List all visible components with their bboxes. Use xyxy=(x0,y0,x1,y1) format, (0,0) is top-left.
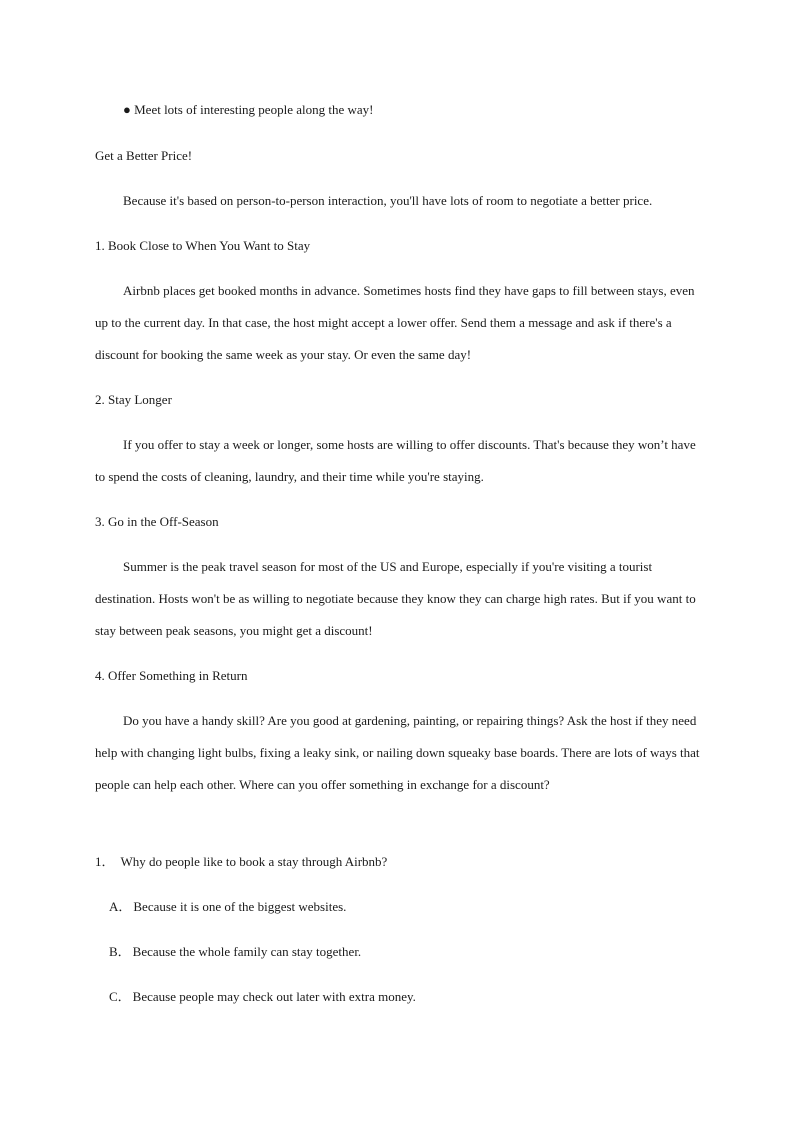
bullet-item xyxy=(123,102,373,118)
option-letter: C． xyxy=(109,989,131,1004)
option-text: Because it is one of the biggest websites. xyxy=(133,899,347,914)
option-text: Because the whole family can stay together. xyxy=(132,944,362,959)
tip-paragraph: If you offer to stay a week or longer, some hosts are willing to offer discounts. That's because they won’t have to spend the costs of cleaning, laundry, and their time while you're staying. xyxy=(95,437,696,484)
section-title: Get a Better Price! xyxy=(95,148,193,163)
tip-heading: 1. Book Close to When You Want to Stay xyxy=(95,238,311,253)
question-number: 1． xyxy=(95,854,115,869)
bullet-marker: ● xyxy=(123,102,131,117)
intro-paragraph: Because it's based on person-to-person interaction, you'll have lots of room to negotiate a better price. xyxy=(123,193,653,208)
tip-heading: 2. Stay Longer xyxy=(95,392,172,407)
question-text: Why do people like to book a stay through Airbnb? xyxy=(120,854,388,869)
bullet-text: Meet lots of interesting people along the way! xyxy=(134,102,374,117)
tip-paragraph: Do you have a handy skill? Are you good at gardening, painting, or repairing things? Ask the host if they need help with changing light bulbs, fixing a leaky sink, or nailing down squeaky base boards. There are lots of ways that people can help each other. Where can you offer something in exchange for a discount? xyxy=(95,713,700,792)
tip-paragraph: Summer is the peak travel season for most of the US and Europe, especially if you're visiting a tourist destination. Hosts won't be as willing to negotiate because they know they can charge high rates. But if you want to stay between peak seasons, you might get a discount! xyxy=(95,559,696,638)
answer-option-a xyxy=(109,899,346,915)
tip-heading: 4. Offer Something in Return xyxy=(95,668,248,683)
tip-heading: 3. Go in the Off-Season xyxy=(95,514,219,529)
answer-option-c xyxy=(109,989,416,1005)
option-letter: A． xyxy=(109,899,132,914)
tip-paragraph: Airbnb places get booked months in advance. Sometimes hosts find they have gaps to fill between stays, even up to the current day. In that case, the host might accept a lower offer. Send them a message and ask if there's a discount for booking the same week as your stay. Or even the same day! xyxy=(95,283,695,362)
option-letter: B． xyxy=(109,944,131,959)
answer-option-b xyxy=(109,944,361,960)
question-stem xyxy=(95,854,387,870)
option-text: Because people may check out later with extra money. xyxy=(132,989,416,1004)
